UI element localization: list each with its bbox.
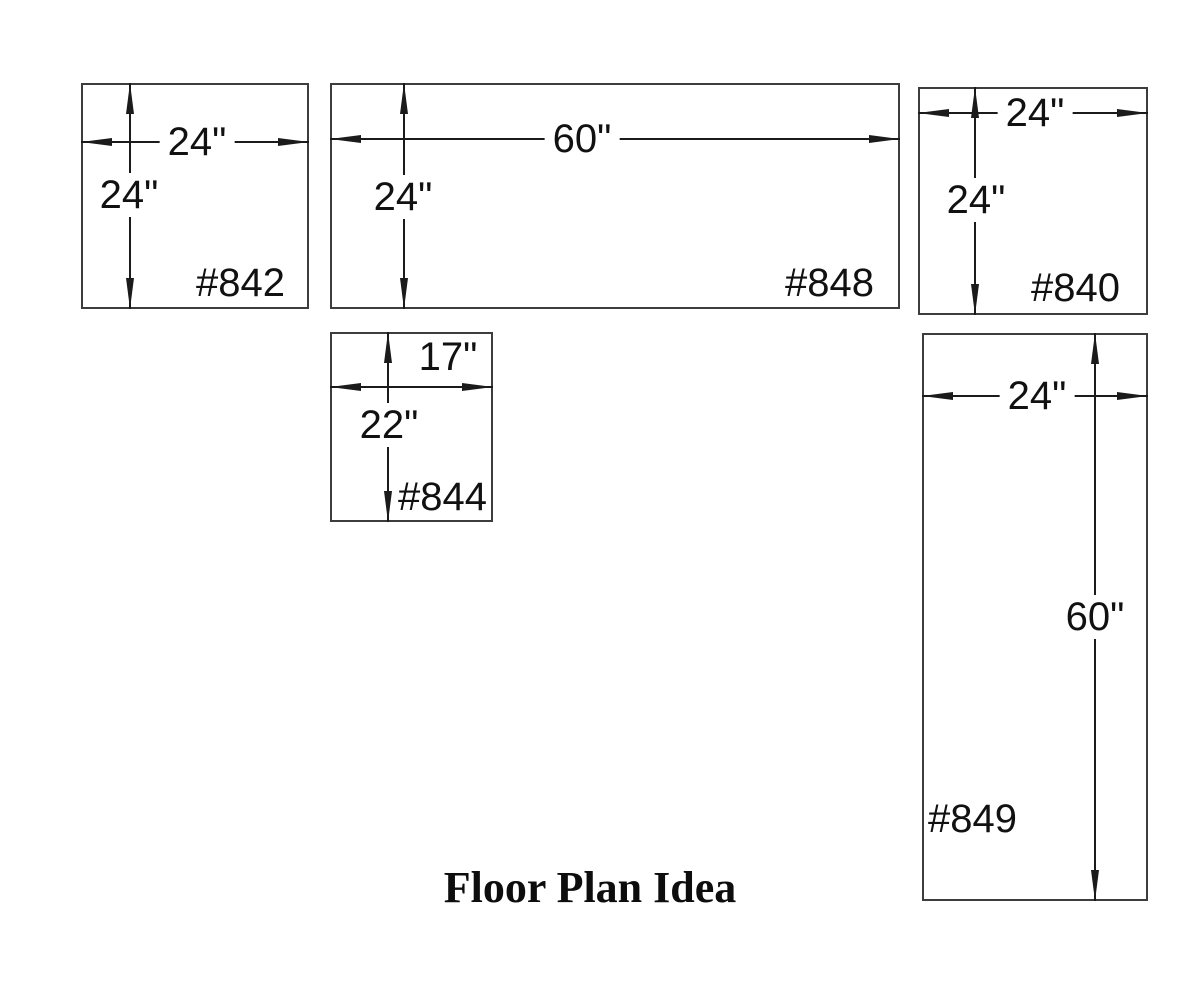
diagram-title: Floor Plan Idea [443,863,737,912]
unit-848-width-label: 60" [545,117,620,161]
arrow-right-icon [1117,392,1148,400]
arrow-down-icon [126,278,134,309]
unit-849 [922,333,1148,901]
unit-840 [918,87,1148,315]
unit-840-width-label: 24" [998,91,1073,135]
unit-840-number-label: #840 [1031,266,1120,310]
unit-848-height-label: 24" [366,175,441,219]
arrow-left-icon [81,138,112,146]
unit-848 [330,83,900,309]
unit-840-height-label: 24" [939,178,1014,222]
unit-842-number-label: #842 [196,261,285,305]
unit-844-width-label: 17" [411,335,486,379]
arrow-left-icon [918,109,949,117]
arrow-down-icon [971,284,979,315]
arrow-up-icon [384,332,392,363]
arrow-right-icon [462,383,493,391]
arrow-down-icon [1091,870,1099,901]
unit-842 [81,83,309,309]
unit-849-height-label: 60" [1058,595,1133,639]
arrow-up-icon [1091,333,1099,364]
unit-844 [330,332,493,522]
arrow-up-icon [400,83,408,114]
unit-844-number-label: #844 [398,475,487,519]
unit-848-number-label: #848 [785,261,874,305]
arrow-left-icon [330,383,361,391]
arrow-right-icon [1117,109,1148,117]
unit-844-height-label: 22" [352,403,427,447]
unit-849-width-label: 24" [1000,374,1075,418]
arrow-up-icon [126,83,134,114]
unit-849-number-label: #849 [928,797,1017,841]
arrow-right-icon [278,138,309,146]
arrow-up-icon [971,87,979,118]
arrow-left-icon [922,392,953,400]
arrow-left-icon [330,135,361,143]
arrow-down-icon [400,278,408,309]
unit-842-width-label: 24" [160,120,235,164]
arrow-down-icon [384,491,392,522]
unit-842-height-label: 24" [92,173,167,217]
arrow-right-icon [869,135,900,143]
